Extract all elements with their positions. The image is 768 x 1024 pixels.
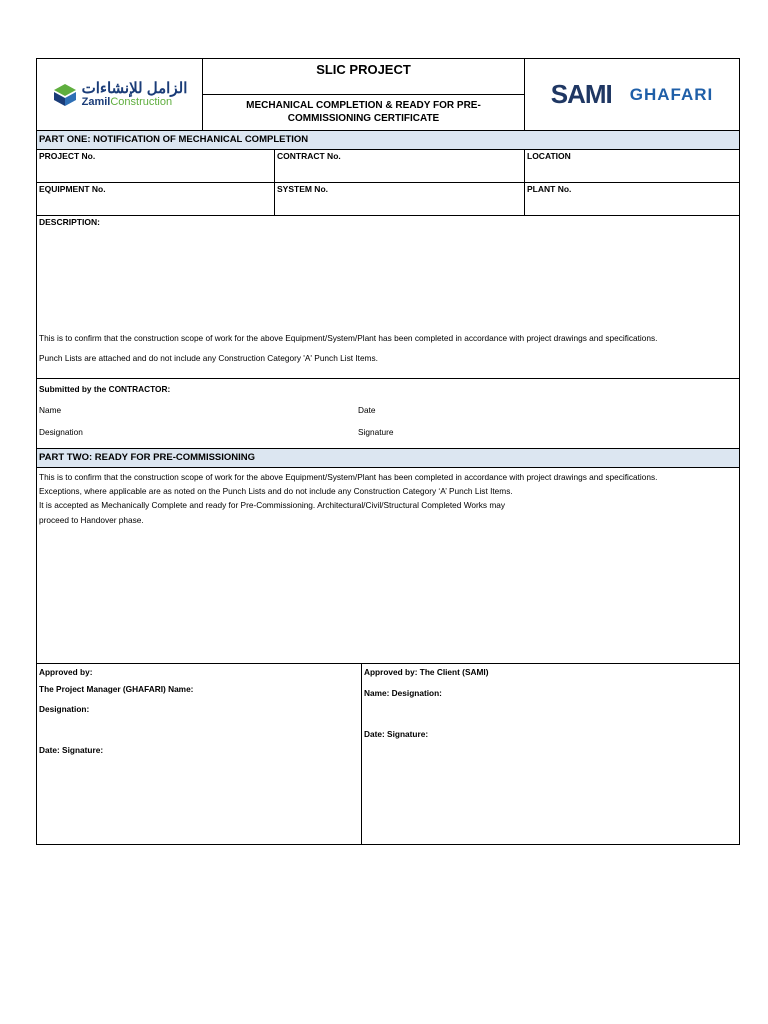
punch-list-text: Punch Lists are attached and do not include any Construction Category 'A' Punch List Items.: [39, 353, 378, 363]
certificate-title: [203, 95, 524, 130]
equipment-info-row: [37, 183, 739, 216]
ghafari-approval: [37, 664, 362, 844]
client-logos: [525, 59, 739, 130]
part-one-heading-row: [37, 131, 739, 150]
part-two-heading: PART TWO: READY FOR PRE-COMMISSIONING: [37, 449, 739, 467]
sami-logo: SAMI: [550, 79, 612, 109]
certificate-form: [36, 58, 740, 845]
zamil-logo: [37, 59, 203, 130]
part-two-body: [37, 468, 739, 664]
zamil-word: Zamil: [81, 96, 111, 108]
submitted-heading: Submitted by the CONTRACTOR:: [39, 384, 171, 394]
submitted-row: [37, 379, 739, 449]
project-title: SLIC PROJECT: [203, 59, 524, 95]
client-approval: [362, 664, 739, 844]
zamil-mark-icon: [52, 82, 78, 108]
ghafari-logo: GHAFARI: [629, 84, 714, 104]
part-one-heading: PART ONE: NOTIFICATION OF MECHANICAL COMPLETION: [37, 131, 739, 149]
project-info-row: [37, 150, 739, 183]
equipment-no-field[interactable]: EQUIPMENT No.: [37, 183, 275, 215]
submitted-designation[interactable]: Designation: [39, 427, 83, 437]
submitted-signature[interactable]: Signature: [358, 427, 394, 437]
left-designation[interactable]: Designation:: [39, 704, 90, 714]
system-no-field[interactable]: SYSTEM No.: [275, 183, 525, 215]
description-row: [37, 216, 739, 379]
right-date-signature[interactable]: Date: Signature:: [364, 729, 429, 739]
zamil-english-name: [82, 96, 188, 108]
part-two-heading-row: [37, 449, 739, 468]
right-approved-by: Approved by: The Client (SAMI): [364, 667, 489, 677]
part-two-line1: This is to confirm that the construction scope of work for the above Equipment/System/Plant has been completed in accordance with project drawings and specifications.: [39, 472, 658, 482]
part-two-line3: It is accepted as Mechanically Complete and ready for Pre-Commissioning. Architectural/Civil/Structural Completed Works may: [39, 500, 506, 510]
submitted-date[interactable]: Date: [358, 405, 376, 415]
location-field[interactable]: LOCATION: [527, 151, 571, 161]
certificate-title-line2: COMMISSIONING CERTIFICATE: [287, 113, 440, 124]
zamil-arabic-name: الزامل للإنشاءات: [81, 80, 188, 97]
submitted-name[interactable]: Name: [39, 405, 62, 415]
part-two-line4: proceed to Handover phase.: [39, 515, 144, 525]
left-date-signature[interactable]: Date: Signature:: [39, 745, 104, 755]
project-no-field[interactable]: PROJECT No.: [37, 150, 275, 182]
client-name-designation[interactable]: Name: Designation:: [364, 688, 442, 698]
plant-no-field[interactable]: PLANT No.: [527, 184, 572, 194]
title-block: [203, 59, 525, 130]
certificate-title-line1: MECHANICAL COMPLETION & READY FOR PRE-: [246, 100, 481, 111]
project-manager-name[interactable]: The Project Manager (GHAFARI) Name:: [39, 684, 194, 694]
header-row: [37, 59, 739, 131]
confirm-text: This is to confirm that the construction scope of work for the above Equipment/System/Plant has been completed in accordance with project drawings and specifications.: [39, 333, 658, 343]
approval-row: [37, 664, 739, 844]
contract-no-field[interactable]: CONTRACT No.: [275, 150, 525, 182]
left-approved-by: Approved by:: [39, 667, 93, 677]
construction-word: Construction: [110, 96, 173, 108]
part-two-line2: Exceptions, where applicable are as noted on the Punch Lists and do not include any Construction Category ‘A’ Punch List Items.: [39, 486, 513, 496]
description-label: DESCRIPTION:: [39, 217, 100, 227]
